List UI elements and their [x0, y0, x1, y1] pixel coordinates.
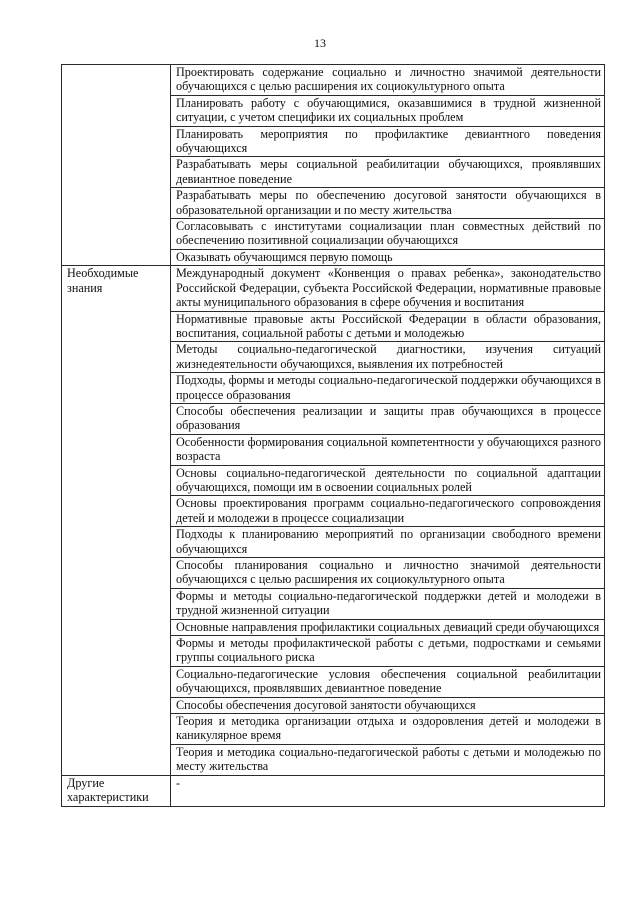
table-cell-item: Подходы, формы и методы социально-педагогической поддержки обучающихся в процессе образования: [171, 373, 605, 404]
section-label: Другие характеристики: [67, 775, 149, 805]
table-cell-item: Согласовывать с институтами социализации план совместных действий по обеспечению позитивной социализации обучающихся: [171, 219, 605, 250]
table-cell-item: Методы социально-педагогической диагностики, изучения ситуаций жизнедеятельности обучающихся, выявления их потребностей: [171, 342, 605, 373]
table-cell-item: Основные направления профилактики социальных девиаций среди обучающихся: [171, 619, 605, 635]
table-cell-item: Проектировать содержание социально и личностно значимой деятельности обучающихся с целью расширения их социокультурного опыта: [171, 65, 605, 96]
table-cell-item: Особенности формирования социальной компетентности у обучающихся разного возраста: [171, 434, 605, 465]
table-cell-item: Основы социально-педагогической деятельности по социальной адаптации обучающихся, помощи им в освоении социальных ролей: [171, 465, 605, 496]
table-cell-item: Формы и методы профилактической работы с детьми, подростками и семьями группы социального риска: [171, 636, 605, 667]
table-cell-item: Планировать работу с обучающимися, оказавшимися в трудной жизненной ситуации, с учетом специфики их социальных проблем: [171, 95, 605, 126]
document-content: [61, 64, 605, 807]
table-cell-item: Формы и методы социально-педагогической поддержки детей и молодежи в трудной жизненной ситуации: [171, 588, 605, 619]
table-cell-item: Способы обеспечения досуговой занятости обучающихся: [171, 697, 605, 713]
table-row: [62, 266, 605, 311]
table-cell-item: Нормативные правовые акты Российской Федерации в области образования, воспитания, социальной работы с детьми и молодежью: [171, 311, 605, 342]
table-cell-item: Разрабатывать меры социальной реабилитации обучающихся, проявлявших девиантное поведение: [171, 157, 605, 188]
table-cell-item: Способы планирования социально и личностно значимой деятельности обучающихся с целью расширения их социокультурного опыта: [171, 558, 605, 589]
table-cell-item: Основы проектирования программ социально-педагогического сопровождения детей и молодежи в процессе социализации: [171, 496, 605, 527]
table-cell-item: Теория и методика организации отдыха и оздоровления детей и молодежи в каникулярное время: [171, 714, 605, 745]
table-row: [62, 65, 605, 96]
table-cell-item: Планировать мероприятия по профилактике девиантного поведения обучающихся: [171, 126, 605, 157]
page-number: 13: [314, 36, 326, 50]
table-cell-item: Способы обеспечения реализации и защиты прав обучающихся в процессе образования: [171, 403, 605, 434]
table-cell-item: Социально-педагогические условия обеспечения социальной реабилитации обучающихся, проявлявших девиантное поведение: [171, 666, 605, 697]
table-cell-item: -: [171, 775, 605, 806]
section-label-cell: [62, 775, 171, 806]
table-cell-item: Теория и методика социально-педагогической работы с детьми и молодежью по месту жительства: [171, 744, 605, 775]
section-label-cell: [62, 65, 171, 266]
competency-table: [61, 64, 605, 807]
table-row: [62, 775, 605, 806]
section-label-cell: [62, 266, 171, 775]
section-label: Необходимые знания: [67, 266, 139, 295]
table-cell-item: Международный документ «Конвенция о правах ребенка», законодательство Российской Федерации, субъекта Российской Федерации, нормативные правовые акты муниципального образования в сфере обучения и воспитания: [171, 266, 605, 311]
table-cell-item: Подходы к планированию мероприятий по организации свободного времени обучающихся: [171, 527, 605, 558]
table-body: [62, 65, 605, 807]
table-cell-item: Разрабатывать меры по обеспечению досуговой занятости обучающихся в образовательной организации и по месту жительства: [171, 188, 605, 219]
table-cell-item: Оказывать обучающимся первую помощь: [171, 249, 605, 265]
